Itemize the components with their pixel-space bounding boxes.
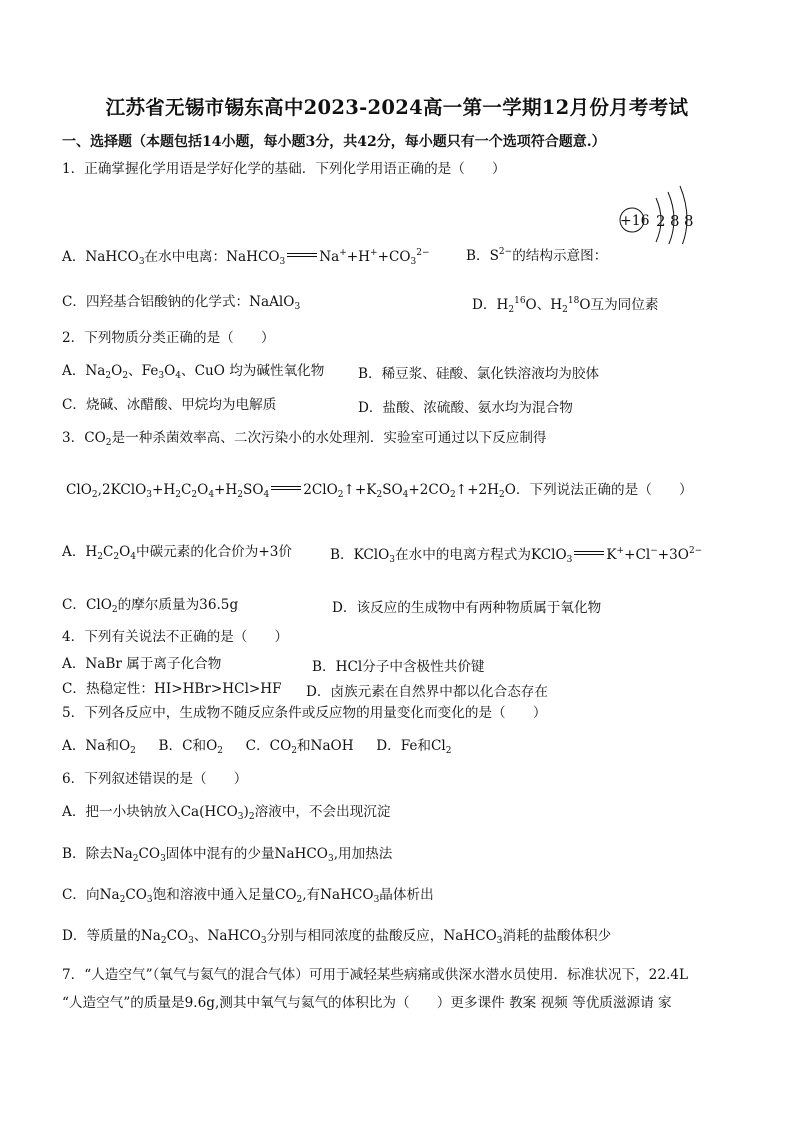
- question-7-line-1: 7．“人造空气”（氧气与氦气的混合气体）可用于减轻某些病痛或供深水潜水员使用．标准状况下，22.4L: [62, 967, 688, 983]
- question-2-option-a: A．$Na_2O_2$、$Fe_3O_4$、CuO 均为碱性氧化物: [62, 363, 325, 381]
- atom-nucleus-label: +16: [620, 213, 650, 229]
- q6-d-1: D．等质量的Na: [62, 928, 161, 944]
- q6-d-2: 、NaHCO: [193, 928, 261, 944]
- question-4-stem: 4．下列有关说法不正确的是（ ）: [62, 629, 289, 645]
- question-6-option-d: D．等质量的$Na_2CO_3$、NaHCO$_3$分别与相同浓度的盐酸反应，NaHCO$_3$消耗的盐酸体积少: [62, 928, 612, 946]
- q3-c-text: C．ClO: [62, 597, 112, 613]
- q6-b-1: B．除去Na: [62, 846, 133, 862]
- q1-c-text: C．四羟基合铝酸钠的化学式：NaAlO: [62, 294, 295, 310]
- q6-c-4: 晶体析出: [379, 887, 434, 903]
- question-1-option-d: D．$H_2^{16}O$、$H_2^{18}O$互为同位素: [472, 296, 659, 315]
- question-3-option-d: D．该反应的生成物中有两种物质属于氧化物: [332, 600, 602, 616]
- q3-c-rest: 的摩尔质量为36.5g: [117, 597, 239, 613]
- q3-stem-1: 3．CO: [62, 430, 106, 446]
- q6-c-2: 饱和溶液中通入足量CO: [152, 887, 297, 903]
- question-1-option-c: C．四羟基合铝酸钠的化学式：NaAlO$_3$: [62, 294, 301, 312]
- question-3-option-c: C．ClO$_2$的摩尔质量为36.5g: [62, 597, 239, 615]
- q1-b-text: B．S: [466, 248, 499, 264]
- question-2-option-c: C．烧碱、冰醋酸、甲烷均为电解质: [62, 397, 277, 413]
- q3-b-rest: 在水中的电离方程式为KClO: [395, 547, 567, 563]
- atom-shell-1: 2: [656, 212, 666, 230]
- q6-b-3: ,用加热法: [333, 846, 393, 862]
- q6-a-2: 溶液中，不会出现沉淀: [254, 804, 391, 820]
- question-2-stem: 2．下列物质分类正确的是（ ）: [62, 330, 275, 346]
- q2-a-text: A．Na: [62, 363, 106, 379]
- question-6-stem: 6．下列叙述错误的是（ ）: [62, 771, 248, 787]
- q1-d-tail: O互为同位素: [579, 297, 659, 313]
- q1-a-mid: 在水中电离：NaHCO: [144, 249, 280, 265]
- question-1-option-b: B．$S^{2-}$的结构示意图：: [466, 247, 608, 264]
- atom-shell-2: 8: [670, 212, 680, 230]
- q6-d-3: 分别与相同浓度的盐酸反应，NaHCO: [266, 928, 497, 944]
- q6-d-4: 消耗的盐酸体积少: [502, 928, 612, 944]
- question-3-stem: 3．$CO_2$是一种杀菌效率高、二次污染小的水处理剂．实验室可通过以下反应制得: [62, 430, 547, 448]
- question-5-options: A．Na和$O_2$ B．C和$O_2$ C．$CO_2$和NaOH D．Fe和$Cl_2$: [62, 738, 452, 756]
- question-3-option-a: A．$H_2C_2O_4$中碳元素的化合价为+3价: [62, 544, 293, 562]
- atom-shell-3: 8: [684, 212, 694, 230]
- q1-a-h: +H: [346, 249, 371, 265]
- question-3-equation: $ClO_2,2KClO_3+H_2C_2O_4+H_2SO_4$ $2ClO_2↑+K_2SO_4+2CO_2↑+2H_2O$．下列说法正确的是（ ）: [66, 482, 693, 500]
- question-2-option-b: B．稀豆浆、硅酸、氯化铁溶液均为胶体: [358, 366, 600, 382]
- q3-a-rest: 中碳元素的化合价为+3价: [136, 544, 293, 560]
- q5-option-a: A．Na和O: [62, 738, 131, 754]
- q3-eq-tail: ．下列说法正确的是（ ）: [515, 482, 693, 498]
- q1-d-h1: D．H: [472, 297, 509, 313]
- q1-b-suffix: 的结构示意图：: [512, 248, 608, 264]
- q5-option-b: B．C和O: [158, 738, 218, 754]
- q3-a-text: A．H: [62, 544, 98, 560]
- q1-d-h2: O、H: [525, 297, 563, 313]
- question-4-option-c: C．热稳定性：HI>HBr>HCl>HF: [62, 681, 282, 697]
- q6-c-3: ,有NaHCO: [302, 887, 374, 903]
- q1-a-text: A．NaHCO: [62, 249, 139, 265]
- question-1-stem: 1．正确掌握化学用语是学好化学的基础．下列化学用语正确的是（ ）: [62, 161, 506, 177]
- q6-b-2: 固体中混有的少量NaHCO: [165, 846, 328, 862]
- question-7-line-2: “人造空气”的质量是9.6g,测其中氧气与氦气的体积比为（ ）更多课件 教案 视频 等优质滋源请 家: [62, 995, 672, 1011]
- question-6-option-a: A．把一小块钠放入$Ca(HCO_3)_2$溶液中，不会出现沉淀: [62, 804, 391, 822]
- question-1-option-a: A．NaHCO$_3$在水中电离：NaHCO$_3$ $Na^++H^++CO_3^{2-}$: [62, 248, 430, 267]
- q3-b-text: B．KClO: [330, 547, 390, 563]
- q3-stem-2: 是一种杀菌效率高、二次污染小的水处理剂．实验室可通过以下反应制得: [111, 430, 547, 446]
- question-4-option-d: D．卤族元素在自然界中都以化合态存在: [306, 684, 548, 700]
- q5-option-d: D．Fe和Cl: [376, 738, 446, 754]
- equals-sign: [287, 253, 317, 257]
- q2-a-rest: 均为碱性氧化物: [229, 363, 325, 379]
- q5-option-c-rest: 和NaOH: [296, 738, 354, 754]
- q1-a-na: Na: [319, 249, 340, 265]
- equals-sign: [574, 551, 604, 555]
- q6-c-1: C．向Na: [62, 887, 120, 903]
- section-heading: 一、选择题（本题包括14小题，每小题3分，共42分，每小题只有一个选项符合题意.）: [62, 134, 606, 150]
- q6-a-1: A．把一小块钠放入Ca(HCO: [62, 804, 238, 820]
- question-4-option-b: B．HCl分子中含极性共价键: [312, 659, 485, 675]
- equals-sign: [271, 486, 301, 490]
- question-6-option-b: B．除去$Na_2CO_3$固体中混有的少量NaHCO$_3$,用加热法: [62, 846, 393, 864]
- q1-a-co: +CO: [377, 249, 411, 265]
- question-5-stem: 5．下列各反应中，生成物不随反应条件或反应物的用量变化而变化的是（ ）: [62, 705, 547, 721]
- q5-option-c: C．CO: [245, 738, 292, 754]
- question-6-option-c: C．向$Na_2CO_3$饱和溶液中通入足量$CO_2$,有NaHCO$_3$晶体析出: [62, 887, 434, 905]
- page-title: 江苏省无锡市锡东高中2023-2024高一第一学期12月份月考考试: [105, 96, 689, 119]
- question-4-option-a: A．NaBr 属于离子化合物: [62, 656, 222, 672]
- question-2-option-d: D．盐酸、浓硫酸、氨水均为混合物: [358, 400, 573, 416]
- question-3-option-b: B．KClO$_3$在水中的电离方程式为KClO$_3$ $K^++Cl^-+3O^{2-}$: [330, 546, 703, 565]
